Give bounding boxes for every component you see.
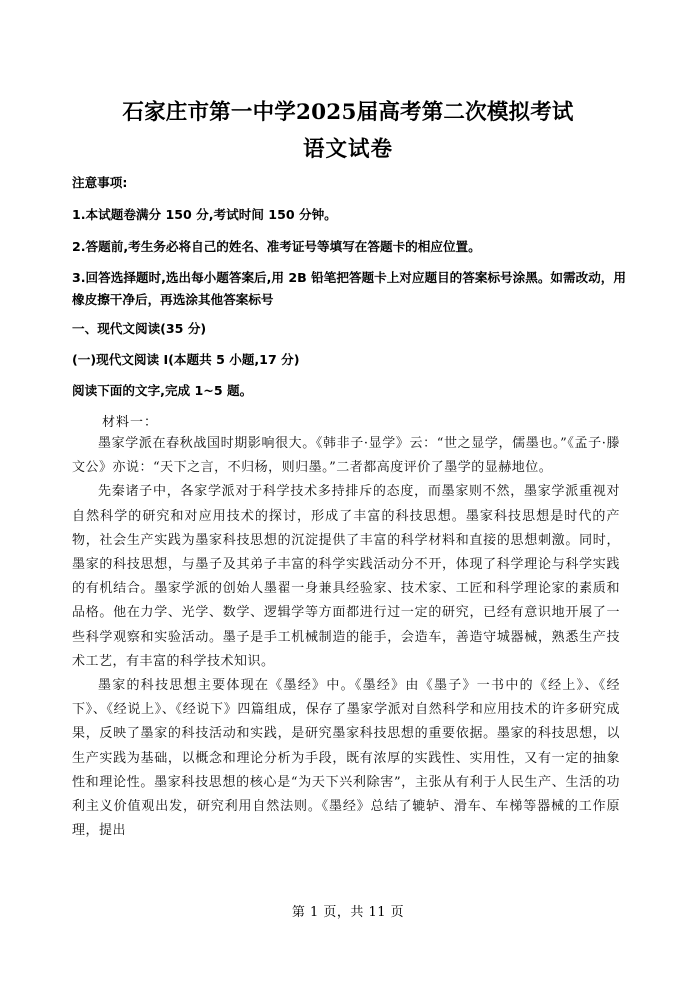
material-paragraph: 墨家学派在春秋战国时期影响很大。《韩非子·显学》云：“世之显学，儒墨也。”《孟子·滕文公》亦说：“天下之言，不归杨，则归墨。”二者都高度评价了墨学的显赫地位。 <box>72 436 620 476</box>
note-item-3: 3.回答选择题时,选出每小题答案后,用 2B 铅笔把答题卡上对应题目的答案标号涂黑。如需改动，用橡皮擦干净后，再选涂其他答案标号 <box>72 270 626 307</box>
material-body <box>72 432 620 843</box>
notes-heading: 注意事项: <box>72 175 128 190</box>
material-paragraph: 墨家的科技思想主要体现在《墨经》中。《墨经》由《墨子》一书中的《经上》、《经下》、《经说上》、《经说下》四篇组成，保存了墨家学派对自然科学和应用技术的许多研究成果，反映了墨家的科技活动和实践，是研究墨家科技思想的重要依据。墨家的科技思想，以生产实践为基础，以概念和理论分析为手段，既有浓厚的实践性、实用性，又有一定的抽象性和理论性。墨家科技思想的核心是“为天下兴利除害”，主张从有利于人民生产、生活的功利主义价值观出发，研究利用自然法则。《墨经》总结了辘轳、滑车、车梯等器械的工作原理，提出 <box>72 678 620 839</box>
note-item-2: 2.答题前,考生务必将自己的姓名、准考证号等填写在答题卡的相应位置。 <box>72 239 481 254</box>
section-subheading: (一)现代文阅读 I(本题共 5 小题,17 分) <box>72 352 300 367</box>
page-footer: 第 1 页，共 11 页 <box>291 905 405 920</box>
material-paragraph: 先秦诸子中，各家学派对于科学技术多持排斥的态度，而墨家则不然，墨家学派重视对自然科学的研究和对应用技术的探讨，形成了丰富的科技思想。墨家科技思想是时代的产物，社会生产实践为墨家科技思想的沉淀提供了丰富的科学材料和直接的思想刺激。同时，墨家的科技思想，与墨子及其弟子丰富的科学实践活动分不开，体现了科学理论与科学实践的有机结合。墨家学派的创始人墨翟一身兼具经验家、技术家、工匠和科学理论家的素质和品格。他在力学、光学、数学、逻辑学等方面都进行过一定的研究，已经有意识地开展了一些科学观察和实验活动。墨子是手工机械制造的能手，会造车，善造守城器械，熟悉生产技术工艺，有丰富的科学技术知识。 <box>72 484 620 669</box>
material-label: 材料一： <box>102 415 159 430</box>
exam-title: 石家庄市第一中学2025届高考第二次模拟考试 <box>122 100 574 125</box>
reading-instruction: 阅读下面的文字,完成 1~5 题。 <box>72 383 253 398</box>
exam-subtitle: 语文试卷 <box>302 137 393 162</box>
section-heading: 一、现代文阅读(35 分) <box>72 321 207 336</box>
note-item-1: 1.本试题卷满分 150 分,考试时间 150 分钟。 <box>72 207 337 222</box>
